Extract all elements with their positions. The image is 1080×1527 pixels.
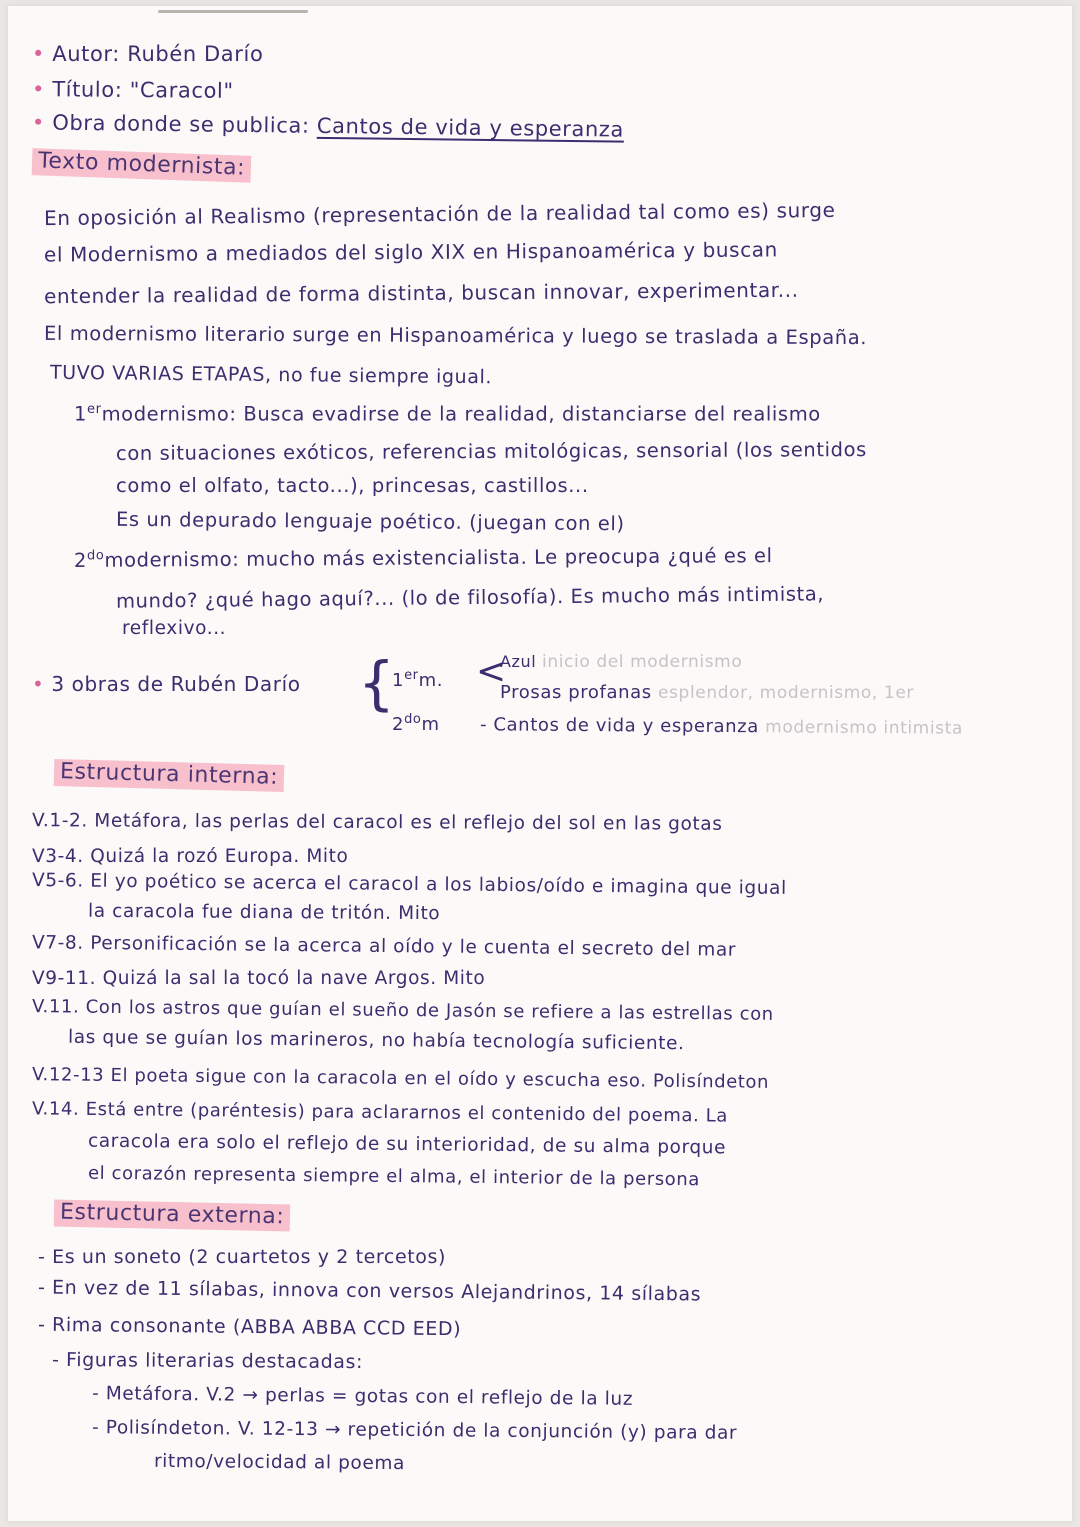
texto-line: entender la realidad de forma distinta, buscan innovar, experimentar... — [43, 277, 799, 309]
estructura-interna-heading: Estructura interna: — [54, 759, 285, 790]
author-line — [32, 42, 263, 66]
bullet-icon: • — [31, 77, 53, 102]
angle-brace-icon: < — [476, 651, 507, 692]
externa-line: ritmo/velocidad al poema — [153, 1450, 406, 1475]
obra-label: Obra donde se publica: — [52, 110, 310, 138]
interna-line: V.14. Está entre (paréntesis) para aclararnos el contenido del poema. La — [31, 1098, 729, 1127]
texto-modernista-heading: Texto modernista: — [32, 148, 252, 181]
texto-line: El modernismo literario surge en Hispanoamérica y luego se traslada a España. — [43, 321, 868, 350]
externa-line: - Polisíndeton. V. 12-13 → repetición de la conjunción (y) para dar — [91, 1417, 738, 1444]
estructura-externa-heading: Estructura externa: — [54, 1200, 291, 1230]
interna-line: V.1-2. Metáfora, las perlas del caracol es el reflejo del sol en las gotas — [31, 810, 723, 835]
primer-modernismo-line: con situaciones exóticos, referencias mitológicas, sensorial (los sentidos — [115, 438, 867, 465]
externa-line: - Es un soneto (2 cuartetos y 2 tercetos) — [38, 1246, 447, 1268]
left-brace-icon: { — [358, 649, 395, 717]
interna-line: V7-8. Personificación se la acerca al oído y le cuenta el secreto del mar — [31, 932, 737, 961]
title-line — [32, 77, 234, 103]
interna-line: caracola era solo el reflejo de su interioridad, de su alma porque — [87, 1130, 727, 1159]
notebook-page — [8, 6, 1072, 1521]
etapas-line: TUVO VARIAS ETAPAS, no fue siempre igual. — [49, 361, 493, 389]
obra-value: Cantos de vida y esperanza — [316, 113, 625, 142]
interna-line: V3-4. Quizá la rozó Europa. Mito — [32, 846, 349, 867]
author-text: Autor: Rubén Darío — [52, 42, 264, 66]
obra-cantos: - Cantos de vida y esperanza modernismo intimista — [479, 714, 964, 739]
interna-line: V.12-13 El poeta sigue con la caracola en el oído y escucha eso. Polisíndeton — [31, 1064, 770, 1093]
obras-1er-marker: 1erm. — [392, 668, 444, 691]
obra-line — [32, 110, 624, 141]
title-text: Título: "Caracol" — [52, 77, 234, 103]
bullet-icon: • — [32, 672, 52, 696]
texto-line: En oposición al Realismo (representación de la realidad tal como es) surge — [43, 197, 836, 231]
texto-line: el Modernismo a mediados del siglo XIX en Hispanoamérica y buscan — [43, 237, 778, 267]
externa-line: - Rima consonante (ABBA ABBA CCD EED) — [37, 1313, 462, 1341]
segundo-modernismo-line: mundo? ¿qué hago aquí?... (lo de filosofía). Es mucho más intimista, — [115, 582, 825, 613]
interna-line: la caracola fue diana de tritón. Mito — [87, 900, 441, 925]
primer-modernismo-line: Es un depurado lenguaje poético. (juegan con el) — [115, 507, 625, 536]
externa-line: - Figuras literarias destacadas: — [51, 1348, 364, 1374]
page-top-mark — [158, 10, 308, 13]
externa-line: - Metáfora. V.2 → perlas = gotas con el reflejo de la luz — [91, 1383, 634, 1410]
bullet-icon: • — [32, 42, 53, 66]
bullet-icon: • — [31, 110, 53, 135]
obras-2do-marker: $2^{do}m$ — [392, 712, 440, 735]
obras-label: 3 obras de Rubén Darío — [51, 672, 301, 696]
segundo-modernismo-line: reflexivo... — [122, 618, 227, 639]
segundo-modernismo-line: $2^{do}modernismo$: mucho más existencialista. Le preocupa ¿qué es el — [73, 544, 773, 572]
primer-modernismo-line: como el olfato, tacto...), princesas, castillos... — [116, 474, 589, 497]
externa-line: - En vez de 11 sílabas, innova con versos Alejandrinos, 14 sílabas — [37, 1276, 702, 1306]
interna-line: V5-6. El yo poético se acerca el caracol a los labios/oído e imagina que igual — [31, 870, 787, 899]
obras-label-line — [32, 672, 301, 696]
primer-modernismo-line: 1ermodernismo: Busca evadirse de la realidad, distanciarse del realismo — [74, 402, 821, 426]
interna-line: las que se guían los marineros, no había tecnología suficiente. — [67, 1026, 685, 1055]
interna-line: V9-11. Quizá la sal la tocó la nave Argos. Mito — [32, 968, 486, 989]
obra-azul: Azul inicio del modernismo — [500, 652, 743, 672]
interna-line: V.11. Con los astros que guían el sueño de Jasón se refiere a las estrellas con — [31, 996, 774, 1025]
interna-line: el corazón representa siempre el alma, el interior de la persona — [87, 1162, 701, 1191]
obra-prosas: Prosas profanas esplendor, modernismo, 1er — [500, 682, 914, 703]
